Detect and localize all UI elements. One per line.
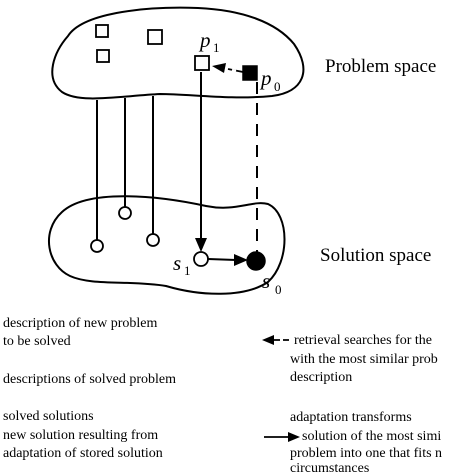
s1-subscript: 1 [184, 263, 191, 278]
new-problem-square-p0 [243, 66, 257, 80]
p0-subscript: 0 [274, 79, 281, 94]
solved-problem-square [97, 50, 109, 62]
legend-new-solution-line2: adaptation of stored solution [3, 446, 163, 461]
legend-solved-solutions: solved solutions [3, 409, 94, 424]
p1-label: p [200, 28, 211, 52]
legend-adaptation-line3: problem into one that fits n [290, 446, 443, 461]
solution-space-region [49, 196, 285, 294]
retrieval-arrow-dash [232, 70, 236, 71]
adaptation-arrow-line [208, 259, 236, 260]
p0-label: p [261, 66, 272, 90]
legend-retrieval-line2: with the most similar prob [290, 352, 438, 367]
legend-adaptation-arrow-head [288, 432, 300, 442]
legend-retrieval-arrow-head [262, 335, 274, 345]
solved-solution-circle [147, 234, 159, 246]
solved-solution-circle [119, 207, 131, 219]
solved-solution-circle [91, 240, 103, 252]
legend-adaptation-line4: circumstances [290, 461, 370, 474]
solution-space-label: Solution space [320, 245, 432, 266]
solved-problem-square [148, 30, 162, 44]
p1-subscript: 1 [213, 40, 220, 55]
legend-new-solution-line1: new solution resulting from [3, 428, 159, 443]
new-solution-circle-s0 [247, 252, 265, 270]
legend-retrieval-line1: retrieval searches for the [294, 333, 432, 348]
adaptation-arrow-head [234, 254, 248, 266]
legend-adaptation-line1: adaptation transforms [290, 410, 412, 425]
s0-subscript: 0 [275, 282, 282, 297]
legend-solved-problem: descriptions of solved problem [3, 372, 177, 387]
legend-new-problem-line2: to be solved [3, 334, 71, 349]
legend-retrieval-line3: description [290, 370, 353, 385]
problem-space-label: Problem space [325, 56, 437, 77]
s0-label: s [262, 269, 271, 293]
solved-problem-square-p1 [195, 56, 209, 70]
legend-adaptation-line2: solution of the most simi [302, 429, 442, 444]
solution-circle-s1 [194, 252, 208, 266]
solved-problem-square [96, 25, 108, 37]
s1-label: s [173, 251, 182, 275]
legend-new-problem-line1: description of new problem [3, 316, 158, 331]
connector-arrow-head [195, 238, 207, 252]
retrieval-arrow-head [212, 63, 226, 73]
